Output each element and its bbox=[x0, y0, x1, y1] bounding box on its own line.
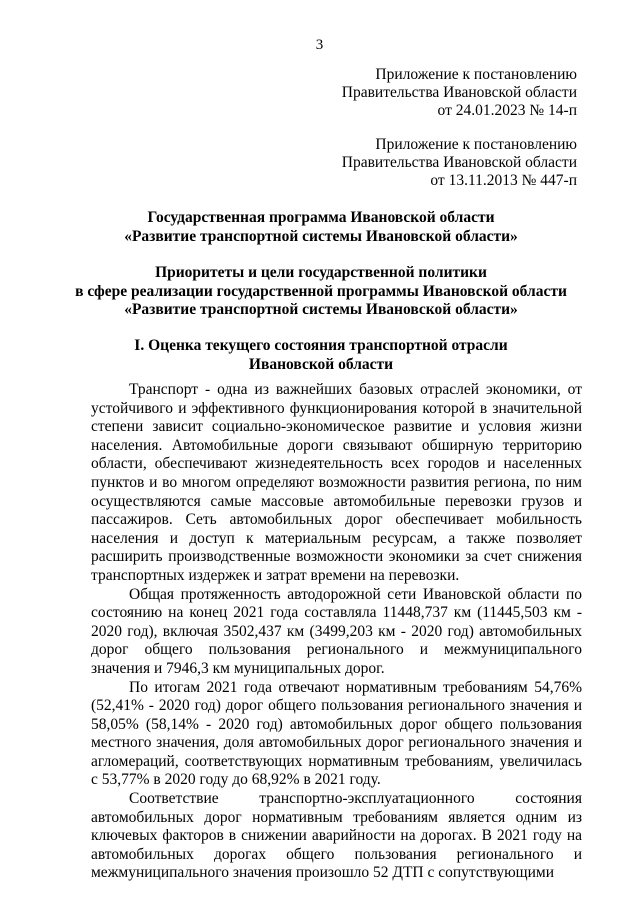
section-heading bbox=[60, 337, 582, 374]
paragraph: Транспорт - одна из важнейших базовых отраслей экономики, от устойчивого и эффективного функционирования которой в значительной степени зависит социально-экономическое развитие и условия жизни населения. Автомобильные дороги связывают обширную территорию области, обеспечивают жизнедеятельность всех городов и населенных пунктов и во многом определяют возможности развития региона, по ним осуществляются самые массовые автомобильные перевозки грузов и пассажиров. Сеть автомобильных дорог обеспечивает мобильность населения и доступ к материальным ресурсам, а также позволяет расширить производственные возможности экономики за счет снижения транспортных издержек и затрат времени на перевозки. bbox=[91, 381, 582, 584]
priorities-title-line-3: «Развитие транспортной системы Ивановской области» bbox=[124, 301, 518, 318]
section-heading-line-1: I. Оценка текущего состояния транспортной отрасли bbox=[134, 337, 508, 354]
program-title-line-1: Государственная программа Ивановской области bbox=[147, 209, 495, 226]
program-title bbox=[60, 209, 582, 246]
priorities-title-line-1: Приоритеты и цели государственной политики bbox=[155, 264, 487, 281]
priorities-title bbox=[60, 264, 582, 320]
annex-original-line-2: Правительства Ивановской области bbox=[341, 154, 577, 171]
paragraph: По итогам 2021 года отвечают нормативным требованиям 54,76% (52,41% - 2020 год) дорог общего пользования регионального значения и 58,05% (58,14% - 2020 год) автомобильных дорог общего пользования местного значения, доля автомобильных дорог регионального значения и агломераций, соответствующих нормативным требованиям, увеличилась с 53,77% в 2020 году до 68,92% в 2021 году. bbox=[91, 678, 582, 789]
priorities-title-line-2: в сфере реализации государственной программы Ивановской области bbox=[75, 282, 567, 300]
annex-original-line-1: Приложение к постановлению bbox=[375, 136, 577, 153]
annex-current-line-3: от 24.01.2023 № 14-п bbox=[437, 102, 577, 119]
annex-header-current bbox=[342, 66, 577, 120]
annex-original-line-3: от 13.11.2013 № 447-п bbox=[430, 172, 577, 189]
section-heading-line-2: Ивановской области bbox=[248, 355, 394, 373]
page-number: 3 bbox=[315, 37, 324, 53]
body-text bbox=[91, 381, 582, 883]
annex-current-line-2: Правительства Ивановской области bbox=[341, 84, 577, 101]
paragraph: Соответствие транспортно-эксплуатационного состояния автомобильных дорог нормативным требованиям является одним из ключевых факторов в снижении аварийности на дорогах. В 2021 году на автомобильных дорогах общего пользования регионального и межмуниципального значения произошло 52 ДТП с сопутствующими bbox=[91, 790, 582, 882]
program-title-line-2: «Развитие транспортной системы Ивановской области» bbox=[124, 227, 518, 245]
annex-current-line-1: Приложение к постановлению bbox=[375, 66, 577, 83]
annex-header-original bbox=[342, 136, 577, 190]
paragraph: Общая протяженность автодорожной сети Ивановской области по состоянию на конец 2021 года составляла 11448,737 км (11445,503 км - 2020 год), включая 3502,437 км (3499,203 км - 2020 год) автомобильных дорог общего пользования регионального и межмуниципального значения и 7946,3 км муниципальных дорог. bbox=[91, 585, 582, 677]
